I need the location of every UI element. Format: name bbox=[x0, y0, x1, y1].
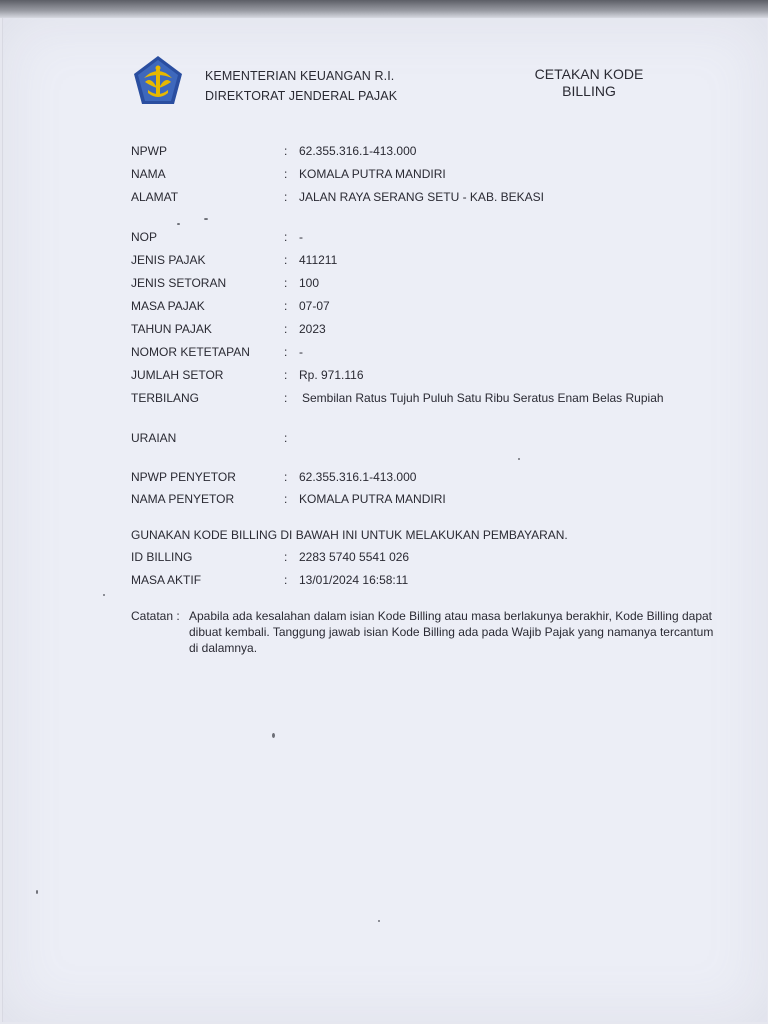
field-value: 07-07 bbox=[299, 299, 330, 313]
issuer-block bbox=[205, 66, 397, 106]
field-value: KOMALA PUTRA MANDIRI bbox=[299, 492, 446, 506]
note-label: Catatan : bbox=[131, 609, 180, 623]
document-page bbox=[2, 18, 767, 1022]
field-colon: : bbox=[284, 431, 288, 445]
field-value: 100 bbox=[299, 276, 320, 290]
field-colon: : bbox=[284, 345, 288, 359]
field-label: MASA AKTIF bbox=[131, 573, 202, 587]
field-colon: : bbox=[284, 230, 288, 244]
field-colon: : bbox=[284, 573, 288, 587]
field-colon: : bbox=[284, 190, 288, 204]
field-label: NAMA PENYETOR bbox=[131, 492, 235, 506]
scan-speck bbox=[177, 223, 180, 225]
field-label: JENIS PAJAK bbox=[131, 253, 206, 267]
issuer-directorate: DIREKTORAT JENDERAL PAJAK bbox=[205, 89, 398, 103]
field-value: 62.355.316.1-413.000 bbox=[299, 470, 417, 484]
field-label: NPWP PENYETOR bbox=[131, 470, 236, 484]
field-label: JUMLAH SETOR bbox=[131, 368, 224, 382]
field-label: TAHUN PAJAK bbox=[131, 322, 212, 336]
document-title-line2: BILLING bbox=[562, 83, 616, 99]
kemenkeu-emblem-icon bbox=[131, 54, 185, 108]
field-colon: : bbox=[284, 322, 288, 336]
field-label: NAMA bbox=[131, 167, 166, 181]
field-value: 2023 bbox=[299, 322, 326, 336]
field-value: - bbox=[299, 345, 303, 359]
field-colon: : bbox=[284, 550, 288, 564]
scan-speck bbox=[36, 890, 38, 894]
field-colon: : bbox=[284, 368, 288, 382]
scan-speck bbox=[204, 218, 208, 220]
field-value: Sembilan Ratus Tujuh Puluh Satu Ribu Seratus Enam Belas Rupiah bbox=[302, 391, 664, 405]
field-value: KOMALA PUTRA MANDIRI bbox=[299, 167, 446, 181]
field-colon: : bbox=[284, 470, 288, 484]
scan-top-edge bbox=[0, 0, 768, 18]
field-value: 411211 bbox=[299, 253, 338, 267]
field-label: TERBILANG bbox=[131, 391, 200, 405]
field-value: JALAN RAYA SERANG SETU - KAB. BEKASI bbox=[299, 190, 544, 204]
field-value: 13/01/2024 16:58:11 bbox=[299, 573, 409, 587]
field-label: MASA PAJAK bbox=[131, 299, 205, 313]
field-colon: : bbox=[284, 391, 288, 405]
document-title bbox=[529, 66, 649, 100]
scan-speck bbox=[272, 733, 275, 738]
payment-instruction: GUNAKAN KODE BILLING DI BAWAH INI UNTUK MELAKUKAN PEMBAYARAN. bbox=[131, 528, 568, 542]
field-label: ALAMAT bbox=[131, 190, 179, 204]
field-label: ID BILLING bbox=[131, 550, 193, 564]
field-colon: : bbox=[284, 276, 288, 290]
field-label: NOMOR KETETAPAN bbox=[131, 345, 250, 359]
field-colon: : bbox=[284, 167, 288, 181]
field-colon: : bbox=[284, 253, 288, 267]
scan-speck bbox=[378, 920, 380, 922]
field-label: JENIS SETORAN bbox=[131, 276, 227, 290]
field-value: 62.355.316.1-413.000 bbox=[299, 144, 417, 158]
field-label: URAIAN bbox=[131, 431, 177, 445]
issuer-ministry: KEMENTERIAN KEUANGAN R.I. bbox=[205, 69, 395, 83]
field-colon: : bbox=[284, 144, 288, 158]
field-colon: : bbox=[284, 299, 288, 313]
field-value: Rp. 971.116 bbox=[299, 368, 364, 382]
field-label: NOP bbox=[131, 230, 158, 244]
field-label: NPWP bbox=[131, 144, 167, 158]
scan-speck bbox=[103, 594, 105, 596]
note-text: Apabila ada kesalahan dalam isian Kode Billing atau masa berlakunya berakhir, Kode Billing dapat dibuat kembali. Tanggung jawab isian Kode Billing ada pada Wajib Pajak yang namanya tercantum di dalamnya. bbox=[189, 609, 714, 655]
field-colon: : bbox=[284, 492, 288, 506]
document-title-line1: CETAKAN KODE bbox=[534, 66, 644, 82]
scan-speck bbox=[518, 458, 520, 460]
field-value: 2283 5740 5541 026 bbox=[299, 550, 410, 564]
field-value: - bbox=[299, 230, 303, 244]
